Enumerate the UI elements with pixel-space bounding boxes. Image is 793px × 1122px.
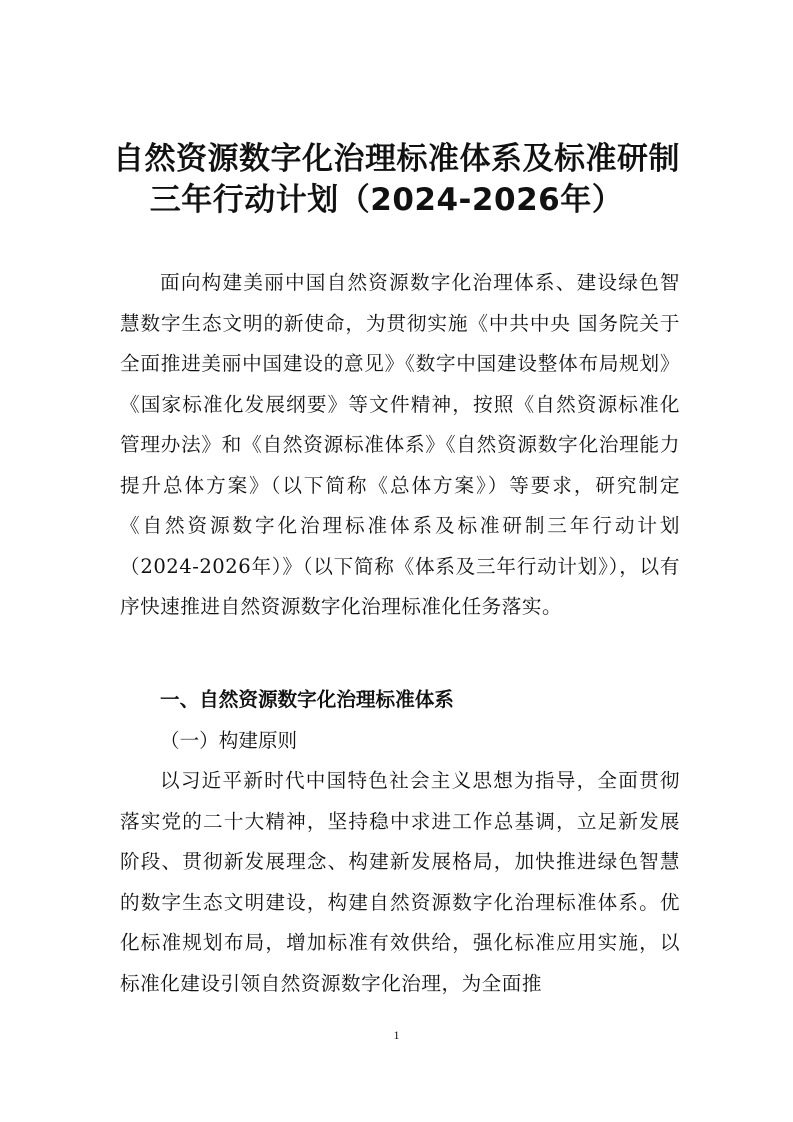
section-heading: 一、自然资源数字化治理标准体系 [160,688,454,711]
document-title-line-1: 自然资源数字化治理标准体系及标准研制 [113,141,680,177]
page-number: 1 [393,1028,400,1042]
document-title-line-2: 三年行动计划（2024-2026年） [149,182,624,218]
subsection-heading: （一）构建原则 [160,729,298,752]
subsection-paragraph: 以习近平新时代中国特色社会主义思想为指导，全面贯彻落实党的二十大精神，坚持稳中求进工作总基调，立足新发展阶段、贯彻新发展理念、构建新发展格局，加快推进绿色智慧的数字生态文明建设，构建自然资源数字化治理标准体系。优化标准规划布局，增加标准有效供给，强化标准应用实施，以标准化建设引领自然资源数字化治理，为全面推 [120,769,680,995]
intro-paragraph: 面向构建美丽中国自然资源数字化治理体系、建设绿色智慧数字生态文明的新使命，为贯彻实施《中共中央 国务院关于全面推进美丽中国建设的意见》《数字中国建设整体布局规划》《国家标准化发展纲要》等文件精神，按照《自然资源标准化管理办法》和《自然资源标准体系》《自然资源数字化治理能力提升总体方案》（以下简称《总体方案》）等要求，研究制定《自然资源数字化治理标准体系及标准研制三年行动计划（2024-2026年）》（以下简称《体系及三年行动计划》），以有序快速推进自然资源数字化治理标准化任务落实。 [120,271,680,618]
